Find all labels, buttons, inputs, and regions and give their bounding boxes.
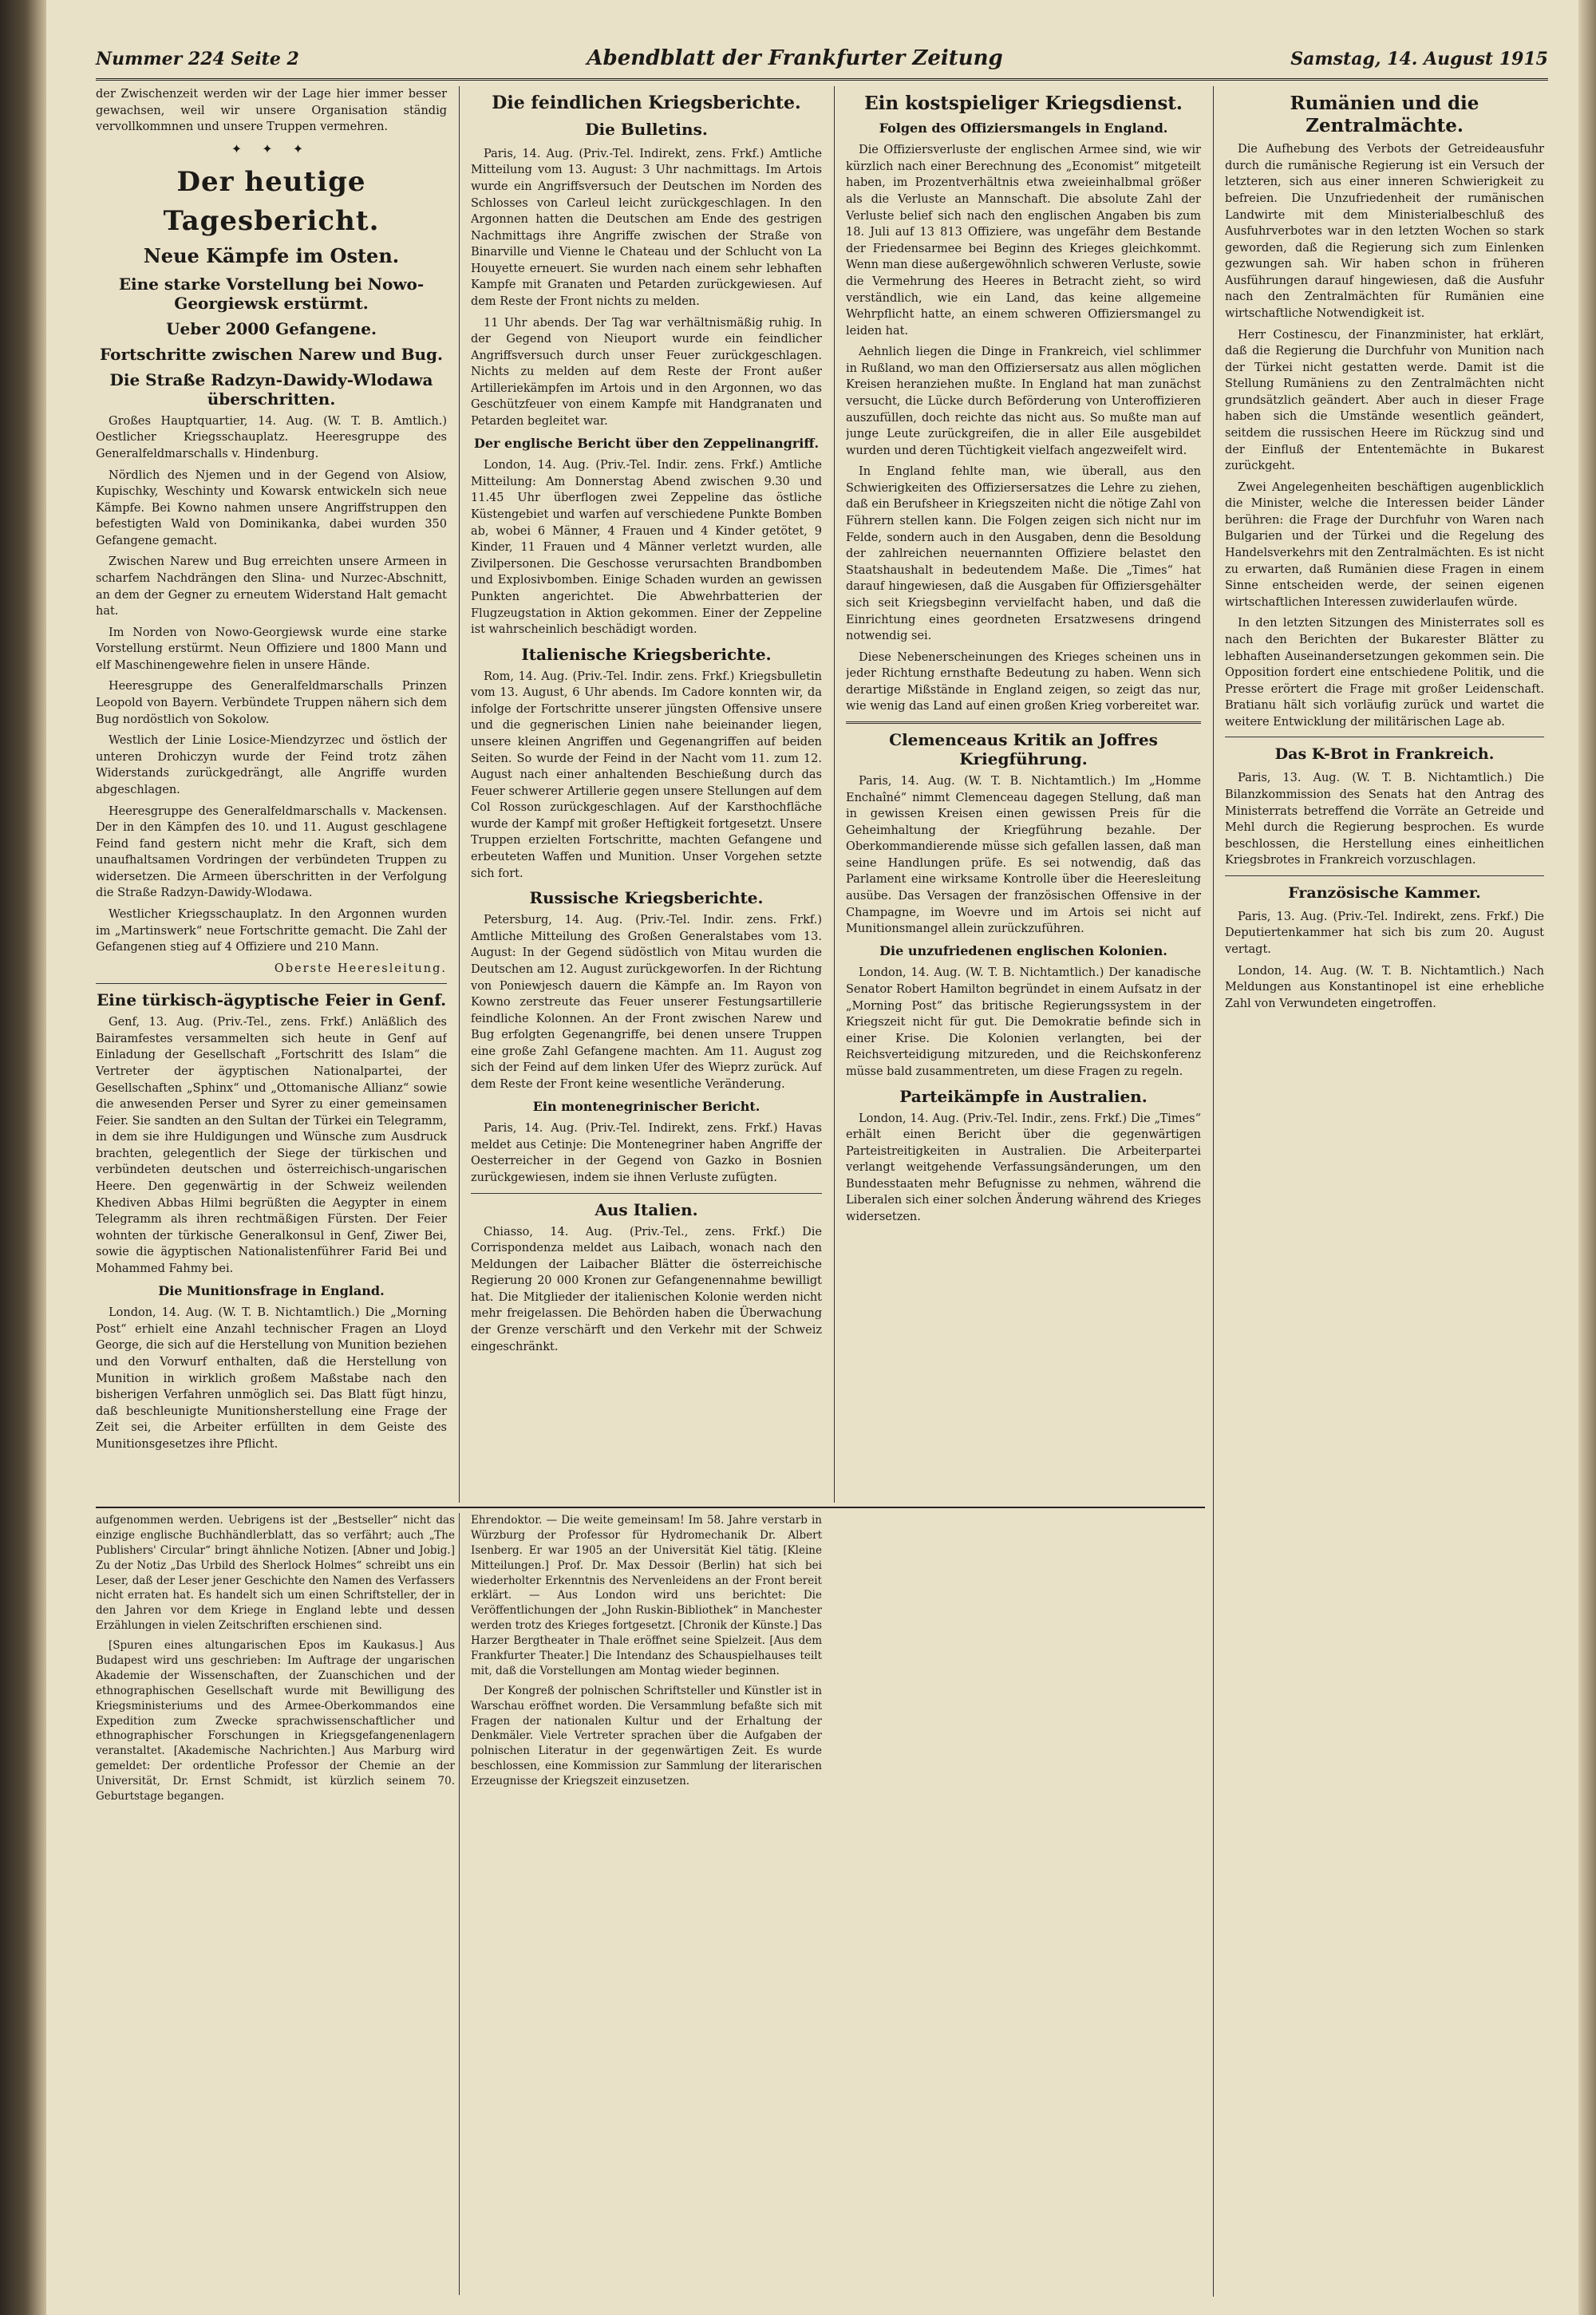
article-paragraph: 11 Uhr abends. Der Tag war verhältnismäßig ruhig. In der Gegend von Nieuport wurde ein feindlicher Angriffsversuch durch unser Feuer zurückgeschlagen. Nichts zu melden auf dem Reste der Front außer Artilleriekämpfen im Artois und in den Argonnen, wo das Geschützfeuer von einem Kampfe mit Handgranaten und Petarden begleitet war. — [471, 316, 822, 429]
article-title: Die Munitionsfrage in England. — [158, 1282, 385, 1298]
newspaper-title: Abendblatt der Frankfurter Zeitung — [587, 46, 1003, 70]
col1-top-text: der Zwischenzeit werden wir der Lage hier immer besser gewachsen, weil wir unsere Organisation ständig vervollkommnen und unsere Truppen vermehren. — [96, 88, 447, 134]
daily-report-title: Der heutige Tagesbericht. — [163, 166, 380, 237]
article-paragraph: London, 14. Aug. (Priv.-Tel. Indir., zens. Frkf.) Die „Times“ erhält einen Bericht über die gegenwärtigen Parteistreitigkeiten in Australien. Die Arbeiterpartei verlangt weitgehende Verfassungsänderungen, um den Bundesstaaten mehr Befugnisse zu nehmen, während die Liberalen sich einer solchen Änderung während des Krieges widersetzen. — [846, 1112, 1201, 1223]
headline-1: Neue Kämpfe im Osten. — [143, 243, 400, 267]
divider — [846, 721, 1201, 724]
feuilleton-paragraph: [Spuren eines altungarischen Epos im Kaukasus.] Aus Budapest wird uns geschrieben: Im Auftrage der ungarischen Akademie der Wissenschaften, der Zuanschichen und der ethnographischen Gesellschaft wurde mit Bewilligung des Kriegsministeriums und des Armee-Oberkommandos eine Expedition zum Zwecke sprachwissenschaftlicher und ethnographischer Forschungen in Kriegsgefangenenlagern veranstaltet. [Akademische Nachrichten.] Aus Marburg wird gemeldet: Der ordentliche Professor der Chemie an der Universität, Dr. Ernst Schmidt, ist kürzlich seinem 70. Geburtstage begangen. — [96, 1639, 455, 1803]
article-paragraph: In den letzten Sitzungen des Ministerrates soll es nach den Berichten der Bukarester Blätter zu lebhaften Auseinandersetzungen gekommen sein. Die Opposition fordert eine entschiedene Politik, und die Presse erörtert die Frage mit großer Leidenschaft. Bratianu hält sich vorläufig zurück und wartet die weitere Entwicklung der militärischen Lage ab. — [1225, 617, 1544, 729]
report-paragraph: Im Norden von Nowo-Georgiewsk wurde eine starke Vorstellung erstürmt. Neun Offiziere und 1800 Mann und elf Maschinengewehre fielen in unsere Hände. — [96, 626, 447, 672]
report-paragraph: Zwischen Narew und Bug erreichten unsere Armeen in scharfem Nachdrängen den Slina- und Nurzec-Abschnitt, an dem der Gegner zu erneutem Widerstand Halt gemacht hat. — [96, 555, 447, 618]
report-paragraph: Westlich der Linie Losice-Miendzyrzec und östlich der unteren Drohiczyn wurde der Feind trotz zähen Widerstands zurückgedrängt, alle Angriffe wurden abgeschlagen. — [96, 734, 447, 796]
article-paragraph: Aehnlich liegen die Dinge in Frankreich, viel schlimmer in Rußland, wo man den Offiziersersatz aus allen möglichen Kreisen heranziehen mußte. In England hat man zunächst versucht, die Lücke durch Beförderung von Unteroffizieren auszufüllen, doch reichte das nicht aus. So mußte man auf junge Leute zurückgreifen, die in aller Eile ausgebildet wurden und deren Tüchtigkeit vielfach angezweifelt wird. — [846, 346, 1201, 457]
report-paragraph: Heeresgruppe des Generalfeldmarschalls v. Mackensen. Der in den Kämpfen des 10. und 11. August geschlagene Feind fand gestern nicht mehr die Kraft, sich dem unaufhaltsamen Vordringen der verbündeten Truppen zu widersetzen. Die Armeen überschritten in der Verfolgung die Straße Radzyn-Dawidy-Wlodawa. — [96, 804, 447, 900]
article-paragraph: London, 14. Aug. (W. T. B. Nichtamtlich.) Der kanadische Senator Robert Hamilton begründet in einem Aufsatz in der „Morning Post“ das britische Regierungssystem in der Kriegszeit nicht für gut. Die Demokratie befinde sich in einer Krise. Die Kolonien verlangten, bei der Reichsverteidigung mitzureden, und die Reichskonferenz müsse bald zusammentreten, um diese Fragen zu regeln. — [846, 966, 1201, 1078]
article-paragraph: Zwei Angelegenheiten beschäftigen augenblicklich die Minister, welche die Interessen beider Länder berühren: die Frage der Durchfuhr von Waren nach Bulgarien und der Türkei und die Regelung des Handelsverkehrs mit den Zentralmächten. Es ist nicht zu erwarten, daß Rumänien diese Fragen in einem Sinne entscheiden werde, der seinen eigenen wirtschaftlichen Interessen zuwiderlaufen würde. — [1225, 480, 1544, 609]
article-paragraph: Paris, 13. Aug. (W. T. B. Nichtamtlich.) Die Bilanzkommission des Senats hat den Antrag des Ministerrats betreffend die Vorräte an Getreide und Mehl durch die Regierung besprochen. Es wurde beschlossen, die Herstellung eines einheitlichen Kriegsbrotes in Frankreich vorzuschlagen. — [1225, 772, 1544, 867]
section-title: Die feindlichen Kriegsberichte. — [492, 93, 801, 113]
article-paragraph: London, 14. Aug. (W. T. B. Nichtamtlich.) Nach Meldungen aus Konstantinopel ist eine erhebliche Zahl von Verwundeten eingetroffen. — [1225, 964, 1544, 1010]
article-title: Ein montenegrinischer Bericht. — [532, 1098, 760, 1114]
article-paragraph: Paris, 13. Aug. (Priv.-Tel. Indirekt, zens. Frkf.) Die Deputiertenkammer hat sich bis zum 20. August vertagt. — [1225, 910, 1544, 956]
book-binding — [0, 0, 46, 2315]
column-rule — [459, 1513, 460, 2295]
article-paragraph: London, 14. Aug. (W. T. B. Nichtamtlich.) Die „Morning Post“ erhielt eine Anzahl technischer Fragen an Lloyd George, die sich auf die Herstellung von Munition beziehen und den Vorwurf enthalten, daß die Herstellung von Munition in wirklich großem Maßstabe nach den bisherigen Verfahren unmöglich sei. Das Blatt fügt hinzu, daß beschleunigte Munitionsherstellung eine Frage der Zeit sei, die Arbeiter erfüllten in dem Geiste des Munitionsgesetzes ihre Pflicht. — [96, 1306, 447, 1451]
ornament: ✦ ✦ ✦ — [231, 140, 312, 156]
article-title: Die unzufriedenen englischen Kolonien. — [879, 942, 1167, 958]
article-title: Parteikämpfe in Australien. — [899, 1086, 1148, 1106]
headline-4: Fortschritte zwischen Narew und Bug. — [100, 344, 443, 364]
article-paragraph: Rom, 14. Aug. (Priv.-Tel. Indir. zens. Frkf.) Kriegsbulletin vom 13. August, 6 Uhr abends. Im Cadore konnten wir, da infolge der Fortschritte unserer jüngsten Offensive unsere und die gegnerischen Linien nahe beieinander liegen, unsere kleinen Angriffen und Gegenangriffen auf beiden Seiten. So wurde der Feind in der Nacht vom 11. zum 12. August nach einer anhaltenden Beschießung durch das Feuer schwerer Artillerie gegen unsere Stellungen auf dem Col Rosson zurückgeschlagen. Auf der Karsthochfläche wurde der Kampf mit großer Heftigkeit fortgesetzt. Unsere Truppen erzielten Fortschritte, machten Gefangene und erbeuteten Waffen und Munition. Unser Vorgehen setzte sich fort. — [471, 670, 822, 880]
headline-3: Ueber 2000 Gefangene. — [166, 318, 377, 338]
masthead — [96, 46, 1548, 81]
article-title: Aus Italien. — [595, 1199, 698, 1219]
article-paragraph: Genf, 13. Aug. (Priv.-Tel., zens. Frkf.) Anläßlich des Bairamfestes versammelten sich heute in Genf auf Einladung der Gesellschaft „Fortschritt des Islam“ die Vertreter der ägyptischen Nationalpartei, der Gesellschaften „Sphinx“ und „Ottomanische Allianz“ sowie die anwesenden Perser und Syrer zu einer gemeinsamen Feier. Sie sandten an den Sultan der Türkei ein Telegramm, in dem sie ihre Huldigungen und Wünsche zum Ausdruck brachten, gelegentlich der Siege der türkischen und verbündeten deutschen und österreichisch-ungarischen Heere. Den gegenwärtig in der Schweiz weilenden Khediven Abbas Hilmi begrüßten die Aegypter in einem Telegramm als ihren rechtmäßigen Fürsten. Der Feier wohnten der türkische Generalkonsul in Genf, Ziwer Bei, sowie die ägyptischen Nationalistenführer Farid Bei und Mohammed Fahmy bei. — [96, 1016, 447, 1275]
issue-number: Nummer 224 Seite 2 — [96, 49, 299, 69]
feuilleton-paragraph: Ehrendoktor. — Die weite gemeinsam! Im 58. Jahre verstarb in Würzburg der Professor für Hydromechanik Dr. Albert Isenberg. Er war 1905 an der Universität Kiel tätig. [Kleine Mitteilungen.] Prof. Dr. Max Dessoir (Berlin) hat sich bei wiederholter Erkenntnis des Nervenleidens an der Front bereit erklärt. — Aus London wird uns berichtet: Die Veröffentlichungen der „John Ruskin-Bibliothek“ in Manchester werden trotz des Krieges fortgesetzt. [Chronik der Künste.] Das Harzer Bergtheater in Thale eröffnet seine Spielzeit. [Aus dem Frankfurter Theater.] Die Intendanz des Schauspielhauses teilt mit, daß die Vorstellungen am Montag wieder beginnen. — [471, 1514, 822, 1677]
report-paragraph: Heeresgruppe des Generalfeldmarschalls Prinzen Leopold von Bayern. Verbündete Truppen nähern sich dem Bug nordöstlich von Sokolow. — [96, 680, 447, 726]
feuilleton-paragraph: aufgenommen werden. Uebrigens ist der „Bestseller“ nicht das einzige englische Buchhändlerblatt, das so verfährt; auch „The Publishers' Circular“ bringt ähnliche Notizen. [Abner und Jobig.] Zu der Notiz „Das Urbild des Sherlock Holmes“ schreibt uns ein Leser, daß der Leser jener Geschichte den Namen des Verfassers nicht erraten hat. Es handelt sich um einen Schriftsteller, der in den Jahren vor dem Kriege in England lebte und dessen Erzählungen in vielen Zeitschriften erschienen sind. — [96, 1514, 455, 1633]
column-rule — [834, 86, 835, 1503]
headline-2: Eine starke Vorstellung bei Nowo-Georgiewsk erstürmt. — [118, 274, 425, 313]
report-paragraph: Westlicher Kriegsschauplatz. In den Argonnen wurden im „Martinswerk“ neue Fortschritte gemacht. Die Zahl der Gefangenen stieg auf 4 Offiziere und 210 Mann. — [96, 907, 447, 954]
article-subtitle: Folgen des Offiziersmangels in England. — [879, 120, 1168, 136]
headline-5: Die Straße Radzyn-Dawidy-Wlodawa überschritten. — [109, 369, 433, 409]
divider — [1225, 875, 1544, 876]
divider — [471, 1193, 822, 1194]
article-title: Rumänien und die Zentralmächte. — [1290, 93, 1479, 136]
article-paragraph: Chiasso, 14. Aug. (Priv.-Tel., zens. Frkf.) Die Corrispondenza meldet aus Laibach, wonach nach den Meldungen der Laibacher Blätter die österreichische Regierung 20 000 Kronen zur Gefangenennahme bewilligt hat. Die Mitglieder der italienischen Kolonie werden nicht mehr freigelassen. Die Behörden haben die Überwachung der Grenze verschärft und den Verkehr mit der Schweiz eingeschränkt. — [471, 1225, 822, 1353]
column-4 — [1225, 86, 1544, 2297]
page-edge — [1578, 0, 1596, 2315]
article-title: Italienische Kriegsberichte. — [521, 644, 772, 664]
column-rule — [1213, 86, 1214, 2297]
article-paragraph: Herr Costinescu, der Finanzminister, hat erklärt, daß die Regierung die Durchfuhr von Munition nach der Türkei nicht gestatten werde. Damit ist die Stellung Rumäniens zu den Zentralmächten nicht grundsätzlich geändert. Aber auch in dieser Frage haben sich die Umstände wesentlich geändert, seitdem die russischen Heere im Rückzug sind und der Einfluß der Ententemächte in Bukarest zurückgeht. — [1225, 328, 1544, 473]
column-3 — [846, 86, 1201, 2297]
report-paragraph: Nördlich des Njemen und in der Gegend von Alsiow, Kupischky, Weschinty und Kowarsk entwickeln sich neue Kämpfe. Bei Kowno nahmen unsere Angriffstruppen den befestigten Wald von Dominikanka, dabei wurden 350 Gefangene gemacht. — [96, 468, 447, 547]
article-title: Clemenceaus Kritik an Joffres Kriegführung. — [889, 729, 1158, 768]
feuilleton-column-2 — [471, 1513, 822, 2291]
report-paragraph: Großes Hauptquartier, 14. Aug. (W. T. B. Amtlich.) Oestlicher Kriegsschauplatz. Heeresgruppe des Generalfeldmarschalls v. Hindenburg. — [96, 414, 447, 460]
column-rule — [459, 86, 460, 1503]
article-title: Französische Kammer. — [1288, 883, 1481, 902]
article-paragraph: Paris, 14. Aug. (Priv.-Tel. Indirekt, zens. Frkf.) Amtliche Mitteilung vom 13. August: 3 Uhr nachmittags. Im Artois wurde ein Angriffsversuch der Deutschen im Norden des Schlosses von Carleul leicht zurückgeschlagen. In den Argonnen hatten die Deutschen am Ende des gestrigen Nachmittags ihre Angriffe zwischen der Straße von Binarville und Vienne le Chateau und der Schlucht von La Houyette erneuert. Sie wurden nach einem sehr lebhaften Kampfe mit Granaten und Petarden zurückgewiesen. Auf dem Reste der Front nichts zu melden. — [471, 147, 822, 308]
article-paragraph: Paris, 14. Aug. (Priv.-Tel. Indirekt, zens. Frkf.) Havas meldet aus Cetinje: Die Montenegriner haben Angriffe der Oesterreicher in der Gegend von Gazko in Bosnien zurückgewiesen, indem sie ihnen Verluste zufügten. — [471, 1122, 822, 1185]
feuilleton-paragraph: Der Kongreß der polnischen Schriftsteller und Künstler ist in Warschau eröffnet worden. Die Versammlung befaßte sich mit Fragen der nationalen Kultur und der Erhaltung der Denkmäler. Viele Vertreter sprachen über die Aufgaben der polnischen Literatur in der gegenwärtigen Zeit. Es wurde beschlossen, eine Kommission zur Sammlung der literarischen Erzeugnisse der Kriegszeit einzusetzen. — [471, 1684, 822, 1788]
divider — [96, 983, 447, 984]
article-paragraph: Diese Nebenerscheinungen des Krieges scheinen uns in jeder Richtung ernsthafte Bedeutung zu haben. Wenn sich derartige Mißstände in England zeigen, so zeigt das nur, wie wenig das Land auf einen großen Krieg vorbereitet war. — [846, 650, 1201, 713]
article-paragraph: Petersburg, 14. Aug. (Priv.-Tel. Indir. zens. Frkf.) Amtliche Mitteilung des Großen Generalstabes vom 13. August: In der Gegend südöstlich von Mitau wurden die Deutschen am 12. August zurückgeworfen. In der Richtung von Poniewjesch dauern die Kämpfe an. Im Rayon von Kowno zerstreute das Feuer unserer Festungsartillerie feindliche Kolonnen. An der Front zwischen Narew und Bug erfolgten Gegenangriffe, bei denen unsere Truppen eine große Zahl Gefangene machten. Am 11. August zog sich der Feind auf dem linken Ufer des Wieprz zurück. Auf dem Reste der Front keine wesentliche Veränderung. — [471, 914, 822, 1091]
column-1 — [96, 86, 447, 1503]
feuilleton-rule — [96, 1507, 1205, 1508]
column-2 — [471, 86, 822, 1503]
report-signature: Oberste Heeresleitung. — [274, 962, 447, 975]
article-title: Eine türkisch-ägyptische Feier in Genf. — [96, 990, 447, 1010]
article-title: Die Bulletins. — [585, 120, 708, 140]
article-title: Das K-Brot in Frankreich. — [1274, 745, 1495, 764]
article-paragraph: In England fehlte man, wie überall, aus den Schwierigkeiten des Offiziersersatzes die Lehre zu ziehen, daß ein Berufsheer in Kriegszeiten nicht die nötige Zahl von Führern stellen kann. Die Folgen zeigen sich nicht nur im Felde, sondern auch in den Ausgaben, denn die Besoldung der zahlreichen neuernannten Offiziere belastet den Staatshaushalt in bedeutendem Maße. Die „Times“ hat darauf hingewiesen, daß die Ausgaben für Offiziersgehälter sich seit Kriegsbeginn vervielfacht haben, und daß die Einrichtung eines geordneten Ersatzwesens dringend notwendig sei. — [846, 465, 1201, 643]
article-paragraph: Die Offiziersverluste der englischen Armee sind, wie wir kürzlich nach einer Berechnung des „Economist“ mitgeteilt haben, im Prozentverhältnis etwa zweieinhalbmal größer als die Verluste an Mannschaft. Die absolute Zahl der Verluste belief sich nach den englischen Angaben bis zum 18. Juli auf 13 813 Offiziere, was ungefähr dem Bestande der Friedensarmee bei Beginn des Krieges gleichkommt. Wenn man diese außergewöhnlich schweren Verluste, sowie die Vermehrung des Heeres in Betracht zieht, so wird verständlich, wie ein Land, das keine allgemeine Wehrpflicht hatte, an einem schweren Offiziersmangel zu leiden hat. — [846, 144, 1201, 338]
article-title: Der englische Bericht über den Zeppelinangriff. — [473, 435, 820, 451]
issue-date: Samstag, 14. August 1915 — [1290, 49, 1548, 69]
article-title: Ein kostspieliger Kriegsdienst. — [864, 93, 1183, 114]
article-paragraph: London, 14. Aug. (Priv.-Tel. Indir. zens. Frkf.) Amtliche Mitteilung: Am Donnerstag Abend zwischen 9.30 und 11.45 Uhr überflogen zwei Zeppeline das östliche Küstengebiet und warfen auf verschiedene Punkte Bomben ab, wobei 6 Männer, 4 Frauen und 4 Kinder getötet, 9 Kinder, 11 Frauen und 4 Männer verletzt wurden, alle Zivilpersonen. Die Geschosse verursachten Brandbomben und Explosivbomben. Einige Schaden wurden an gewissen Punkten angerichtet. Die Abwehrbatterien der Flugzeugstation in Aktion gekommen. Einer der Zeppeline ist wahrscheinlich beschädigt worden. — [471, 459, 822, 637]
feuilleton-column-1 — [96, 1513, 455, 2291]
article-title: Russische Kriegsberichte. — [529, 888, 764, 908]
article-paragraph: Die Aufhebung des Verbots der Getreideausfuhr durch die rumänische Regierung ist ein Versuch der letzteren, sich aus einer inneren Schwierigkeit zu befreien. Die Unzufriedenheit der rumänischen Landwirte mit dem Ministerialbeschluß des Ausfuhrverbotes war in den letzten Wochen so stark geworden, daß die Regierung sich zum Einlenken gezwungen sah. Wir haben schon in früheren Ausführungen darauf hingewiesen, daß die Ausfuhr nach den Zentralmächten für Rumänien eine wirtschaftliche Notwendigkeit ist. — [1225, 143, 1544, 320]
article-paragraph: Paris, 14. Aug. (W. T. B. Nichtamtlich.) Im „Homme Enchaîné“ nimmt Clemenceau dagegen Stellung, daß man in gewissen Kreisen einen gewissen Preis für die Geheimhaltung der Kriegführung bezahle. Der Oberkommandierende müsse sich gefallen lassen, daß man seine Handlungen prüfe. Es sei notwendig, daß das Parlament eine wirksame Kontrolle über die Heeresleitung ausübe. Das Versagen der französischen Offensive in der Champagne, im Woevre und im Artois sei nicht auf Munitionsmangel allein zurückzuführen. — [846, 774, 1201, 936]
